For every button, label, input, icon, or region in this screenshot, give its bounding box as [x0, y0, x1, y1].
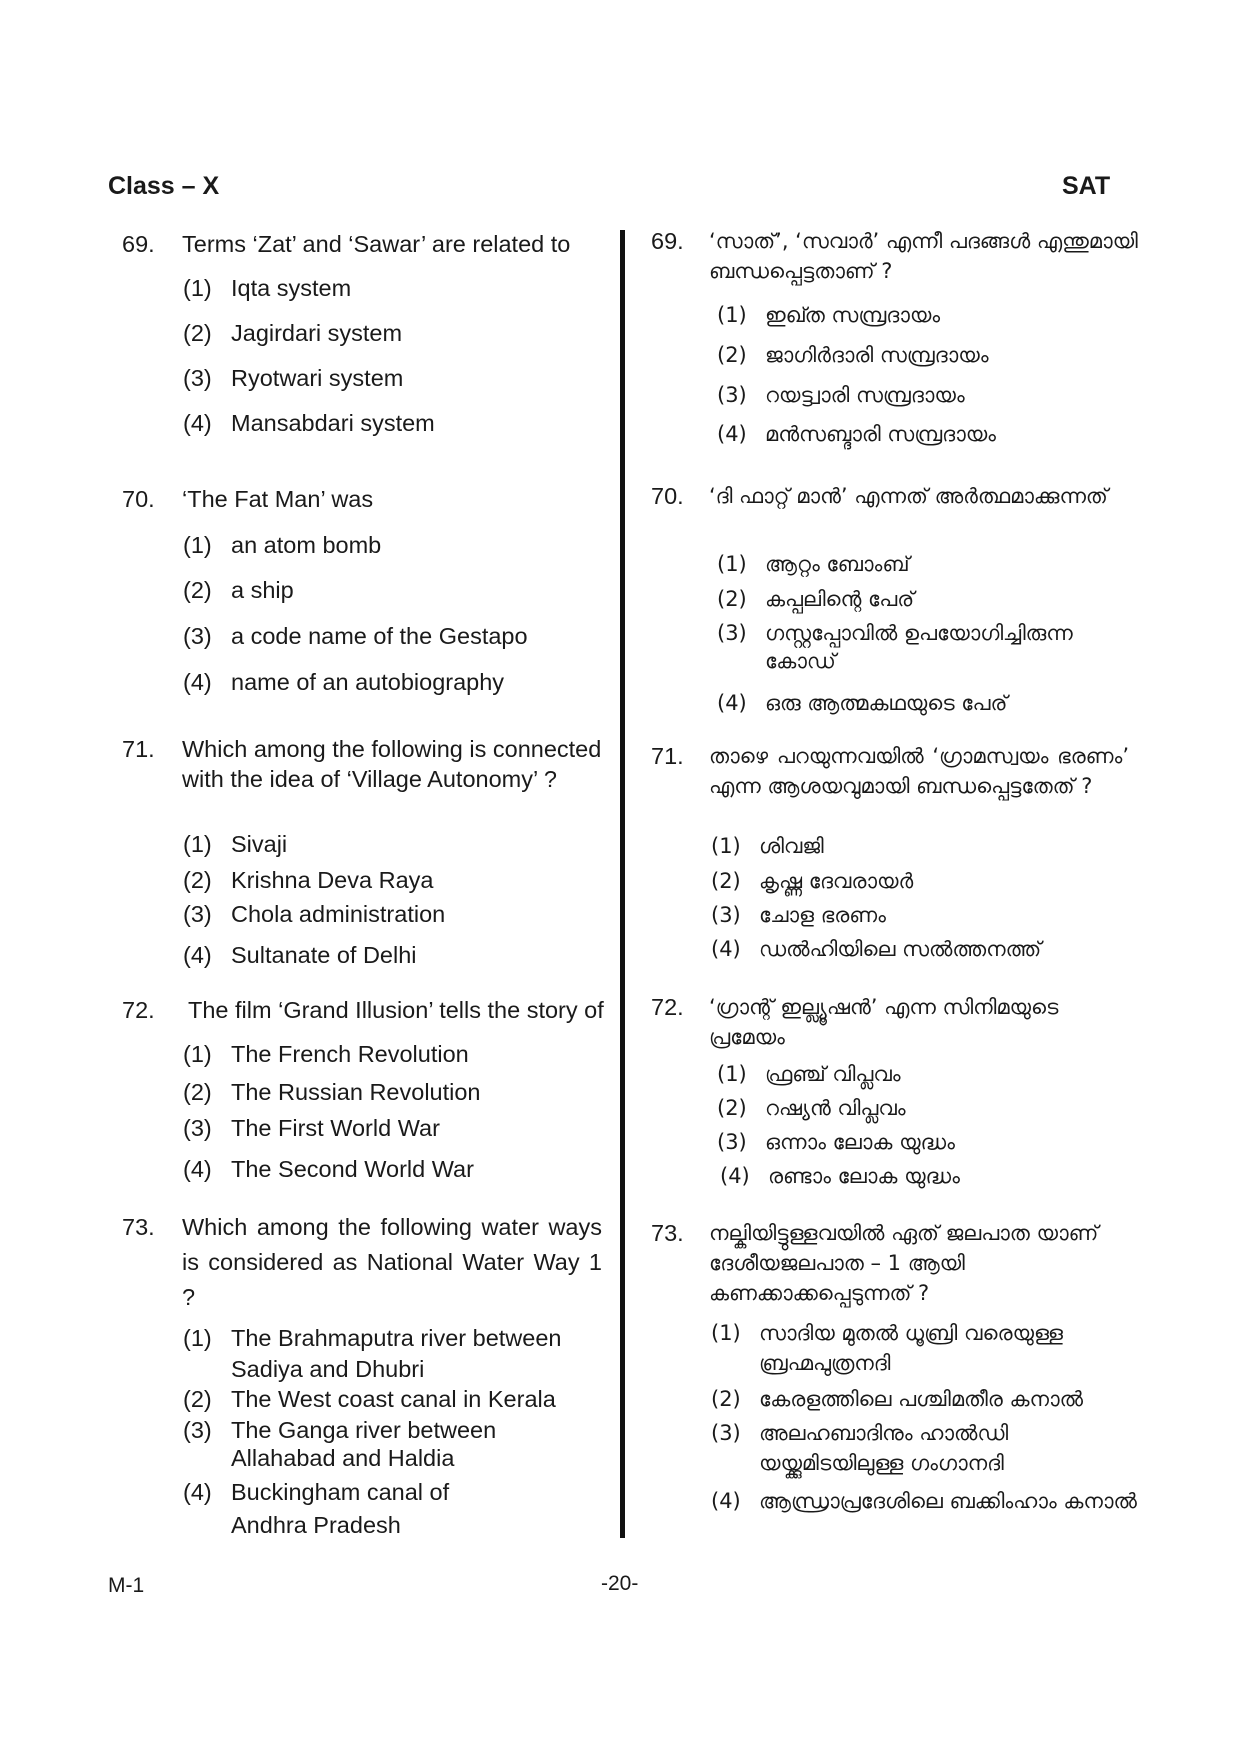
question-stem: Which among the following water ways is considered as National Water Way 1 ? [182, 1214, 602, 1310]
option-text: Ryotwari system [231, 365, 404, 391]
option-text: Chola administration [231, 901, 446, 927]
option-number: (1) [183, 1041, 212, 1067]
question-stem: ‘ഗ്രാന്റ് ഇല്ല്യൂഷൻ’ എന്ന സിനിമയുടെ പ്രമേയം [709, 995, 1059, 1049]
option-number: (4) [183, 1156, 212, 1182]
option-text: ഫ്രഞ്ച് വിപ്ലവം [765, 1062, 901, 1086]
question-stem: The film ‘Grand Illusion’ tells the story of [188, 997, 604, 1023]
option-number: (1) [183, 532, 212, 558]
option-number: (2) [183, 867, 212, 893]
option-text: സാദിയ മുതൽ ധൂബ്രി വരെയുള്ള ബ്രഹ്മപുത്രനദി [759, 1321, 1063, 1375]
option-text: The Russian Revolution [231, 1079, 481, 1105]
option-number: (4) [183, 1479, 212, 1505]
option-number: (3) [711, 1421, 741, 1445]
option-number: (2) [183, 1079, 212, 1105]
option-text: ഒരു ആത്മകഥയുടെ പേര് [765, 691, 1008, 715]
option-number: (2) [183, 577, 212, 603]
option-number: (2) [183, 1386, 212, 1412]
question-stem: ‘സാത്’, ‘സവാർ’ എന്നീ പദങ്ങൾ എന്തുമായി ബന്ധപ്പെട്ടതാണ് ? [709, 229, 1138, 283]
option-number: (3) [183, 901, 212, 927]
option-text: Buckingham canal of Andhra Pradesh [231, 1479, 450, 1538]
option-number: (2) [711, 869, 741, 893]
option-text: The French Revolution [231, 1041, 469, 1067]
question-number: 72. [122, 997, 155, 1023]
option-number: (3) [717, 1130, 747, 1154]
option-text: The Brahmaputra river between Sadiya and Dhubri [231, 1325, 562, 1382]
option-number: (4) [720, 1164, 750, 1188]
option-text: Sivaji [231, 831, 288, 857]
option-number: (3) [717, 383, 747, 407]
option-text: ഡൽഹിയിലെ സൽത്തനത്ത് [759, 937, 1042, 961]
option-text: മൻസബ്ദാരി സമ്പ്രദായം [765, 422, 996, 446]
option-number: (2) [717, 1096, 747, 1120]
option-number: (1) [717, 552, 747, 576]
option-number: (4) [711, 1489, 741, 1513]
option-number: (3) [183, 1417, 212, 1443]
option-text: കപ്പലിന്റെ പേര് [765, 587, 915, 611]
option-text: കേരളത്തിലെ പശ്ചിമതീര കനാൽ [759, 1387, 1084, 1411]
option-number: (2) [183, 320, 212, 346]
option-number: (4) [183, 410, 212, 436]
option-number: (1) [183, 275, 212, 301]
option-text: കൃഷ്ണ ദേവരായർ [759, 869, 914, 893]
option-number: (3) [717, 621, 747, 645]
option-text: a ship [231, 577, 294, 603]
option-text: ജാഗിർദാരി സമ്പ്രദായം [765, 343, 989, 367]
paper-code: M-1 [108, 1574, 145, 1597]
option-number: (4) [183, 669, 212, 695]
option-text: ആന്ധ്രാപ്രദേശിലെ ബക്കിംഹാം കനാൽ [759, 1489, 1137, 1513]
option-text: The Ganga river between Allahabad and Haldia [231, 1417, 497, 1471]
question-stem: Terms ‘Zat’ and ‘Sawar’ are related to [182, 231, 571, 257]
option-text: Mansabdari system [231, 410, 435, 436]
option-text: Sultanate of Delhi [231, 942, 417, 968]
option-number: (1) [183, 1325, 212, 1351]
question-number: 71. [122, 736, 155, 762]
option-text: name of an autobiography [231, 669, 505, 695]
question-number: 73. [122, 1214, 155, 1240]
option-number: (4) [711, 937, 741, 961]
question-number: 72. [651, 994, 684, 1020]
option-number: (2) [717, 343, 747, 367]
question-stem: താഴെ പറയുന്നവയിൽ ‘ഗ്രാമസ്വയം ഭരണം’ എന്ന ആശയവുമായി ബന്ധപ്പെട്ടതേത് ? [709, 744, 1129, 798]
option-text: ഇഖ്ത സമ്പ്രദായം [765, 303, 941, 327]
question-number: 70. [651, 483, 684, 509]
option-text: Iqta system [231, 275, 352, 301]
option-number: (1) [711, 1321, 741, 1345]
option-text: അലഹബാദിനും ഹാൽഡി യയ്ക്കുമിടയിലുള്ള ഗംഗാനദി [759, 1421, 1009, 1475]
option-number: (2) [711, 1387, 741, 1411]
option-text: The First World War [231, 1115, 440, 1141]
option-text: Jagirdari system [231, 320, 403, 346]
option-number: (4) [183, 942, 212, 968]
option-text: ഗസ്റ്റപ്പോവിൽ ഉപയോഗിച്ചിരുന്ന കോഡ് [765, 621, 1073, 673]
option-text: ആറ്റം ബോംബ് [765, 552, 910, 576]
option-text: a code name of the Gestapo [231, 623, 528, 649]
option-text: The West coast canal in Kerala [231, 1386, 556, 1412]
exam-label: SAT [1062, 172, 1111, 200]
option-number: (3) [183, 623, 212, 649]
option-text: റയട്ട്വാരി സമ്പ്രദായം [765, 383, 965, 407]
option-number: (2) [717, 587, 747, 611]
question-number: 70. [122, 486, 155, 512]
option-text: The Second World War [231, 1156, 474, 1182]
option-number: (3) [183, 1115, 212, 1141]
option-text: ശിവജി [759, 834, 824, 858]
question-stem: Which among the following is connected with the idea of ‘Village Autonomy’ ? [182, 736, 602, 792]
question-number: 73. [651, 1220, 684, 1246]
option-number: (1) [717, 1062, 747, 1086]
question-stem: ‘ദി ഫാറ്റ് മാൻ’ എന്നത് അർത്ഥമാക്കുന്നത് [709, 484, 1108, 508]
class-label: Class – X [108, 172, 220, 200]
option-number: (4) [717, 422, 747, 446]
question-number: 71. [651, 743, 684, 769]
page-number: -20- [601, 1572, 639, 1595]
option-text: Krishna Deva Raya [231, 867, 434, 893]
option-number: (3) [183, 365, 212, 391]
option-text: ചോള ഭരണം [759, 903, 886, 927]
option-number: (1) [717, 303, 747, 327]
question-stem: നല്കിയിട്ടുള്ളവയിൽ ഏത് ജലപാത യാണ് ദേശീയജലപാത – 1 ആയി കണക്കാക്കപ്പെടുന്നത് ? [709, 1221, 1099, 1305]
option-text: an atom bomb [231, 532, 382, 558]
option-number: (3) [711, 903, 741, 927]
question-number: 69. [122, 231, 155, 257]
option-text: ഒന്നാം ലോക യുദ്ധം [765, 1130, 955, 1154]
option-number: (1) [711, 834, 741, 858]
option-text: രണ്ടാം ലോക യുദ്ധം [768, 1164, 960, 1188]
question-number: 69. [651, 228, 684, 254]
question-stem: ‘The Fat Man’ was [182, 486, 374, 512]
option-number: (4) [717, 691, 747, 715]
option-text: റഷ്യൻ വിപ്ലവം [765, 1096, 906, 1120]
option-number: (1) [183, 831, 212, 857]
